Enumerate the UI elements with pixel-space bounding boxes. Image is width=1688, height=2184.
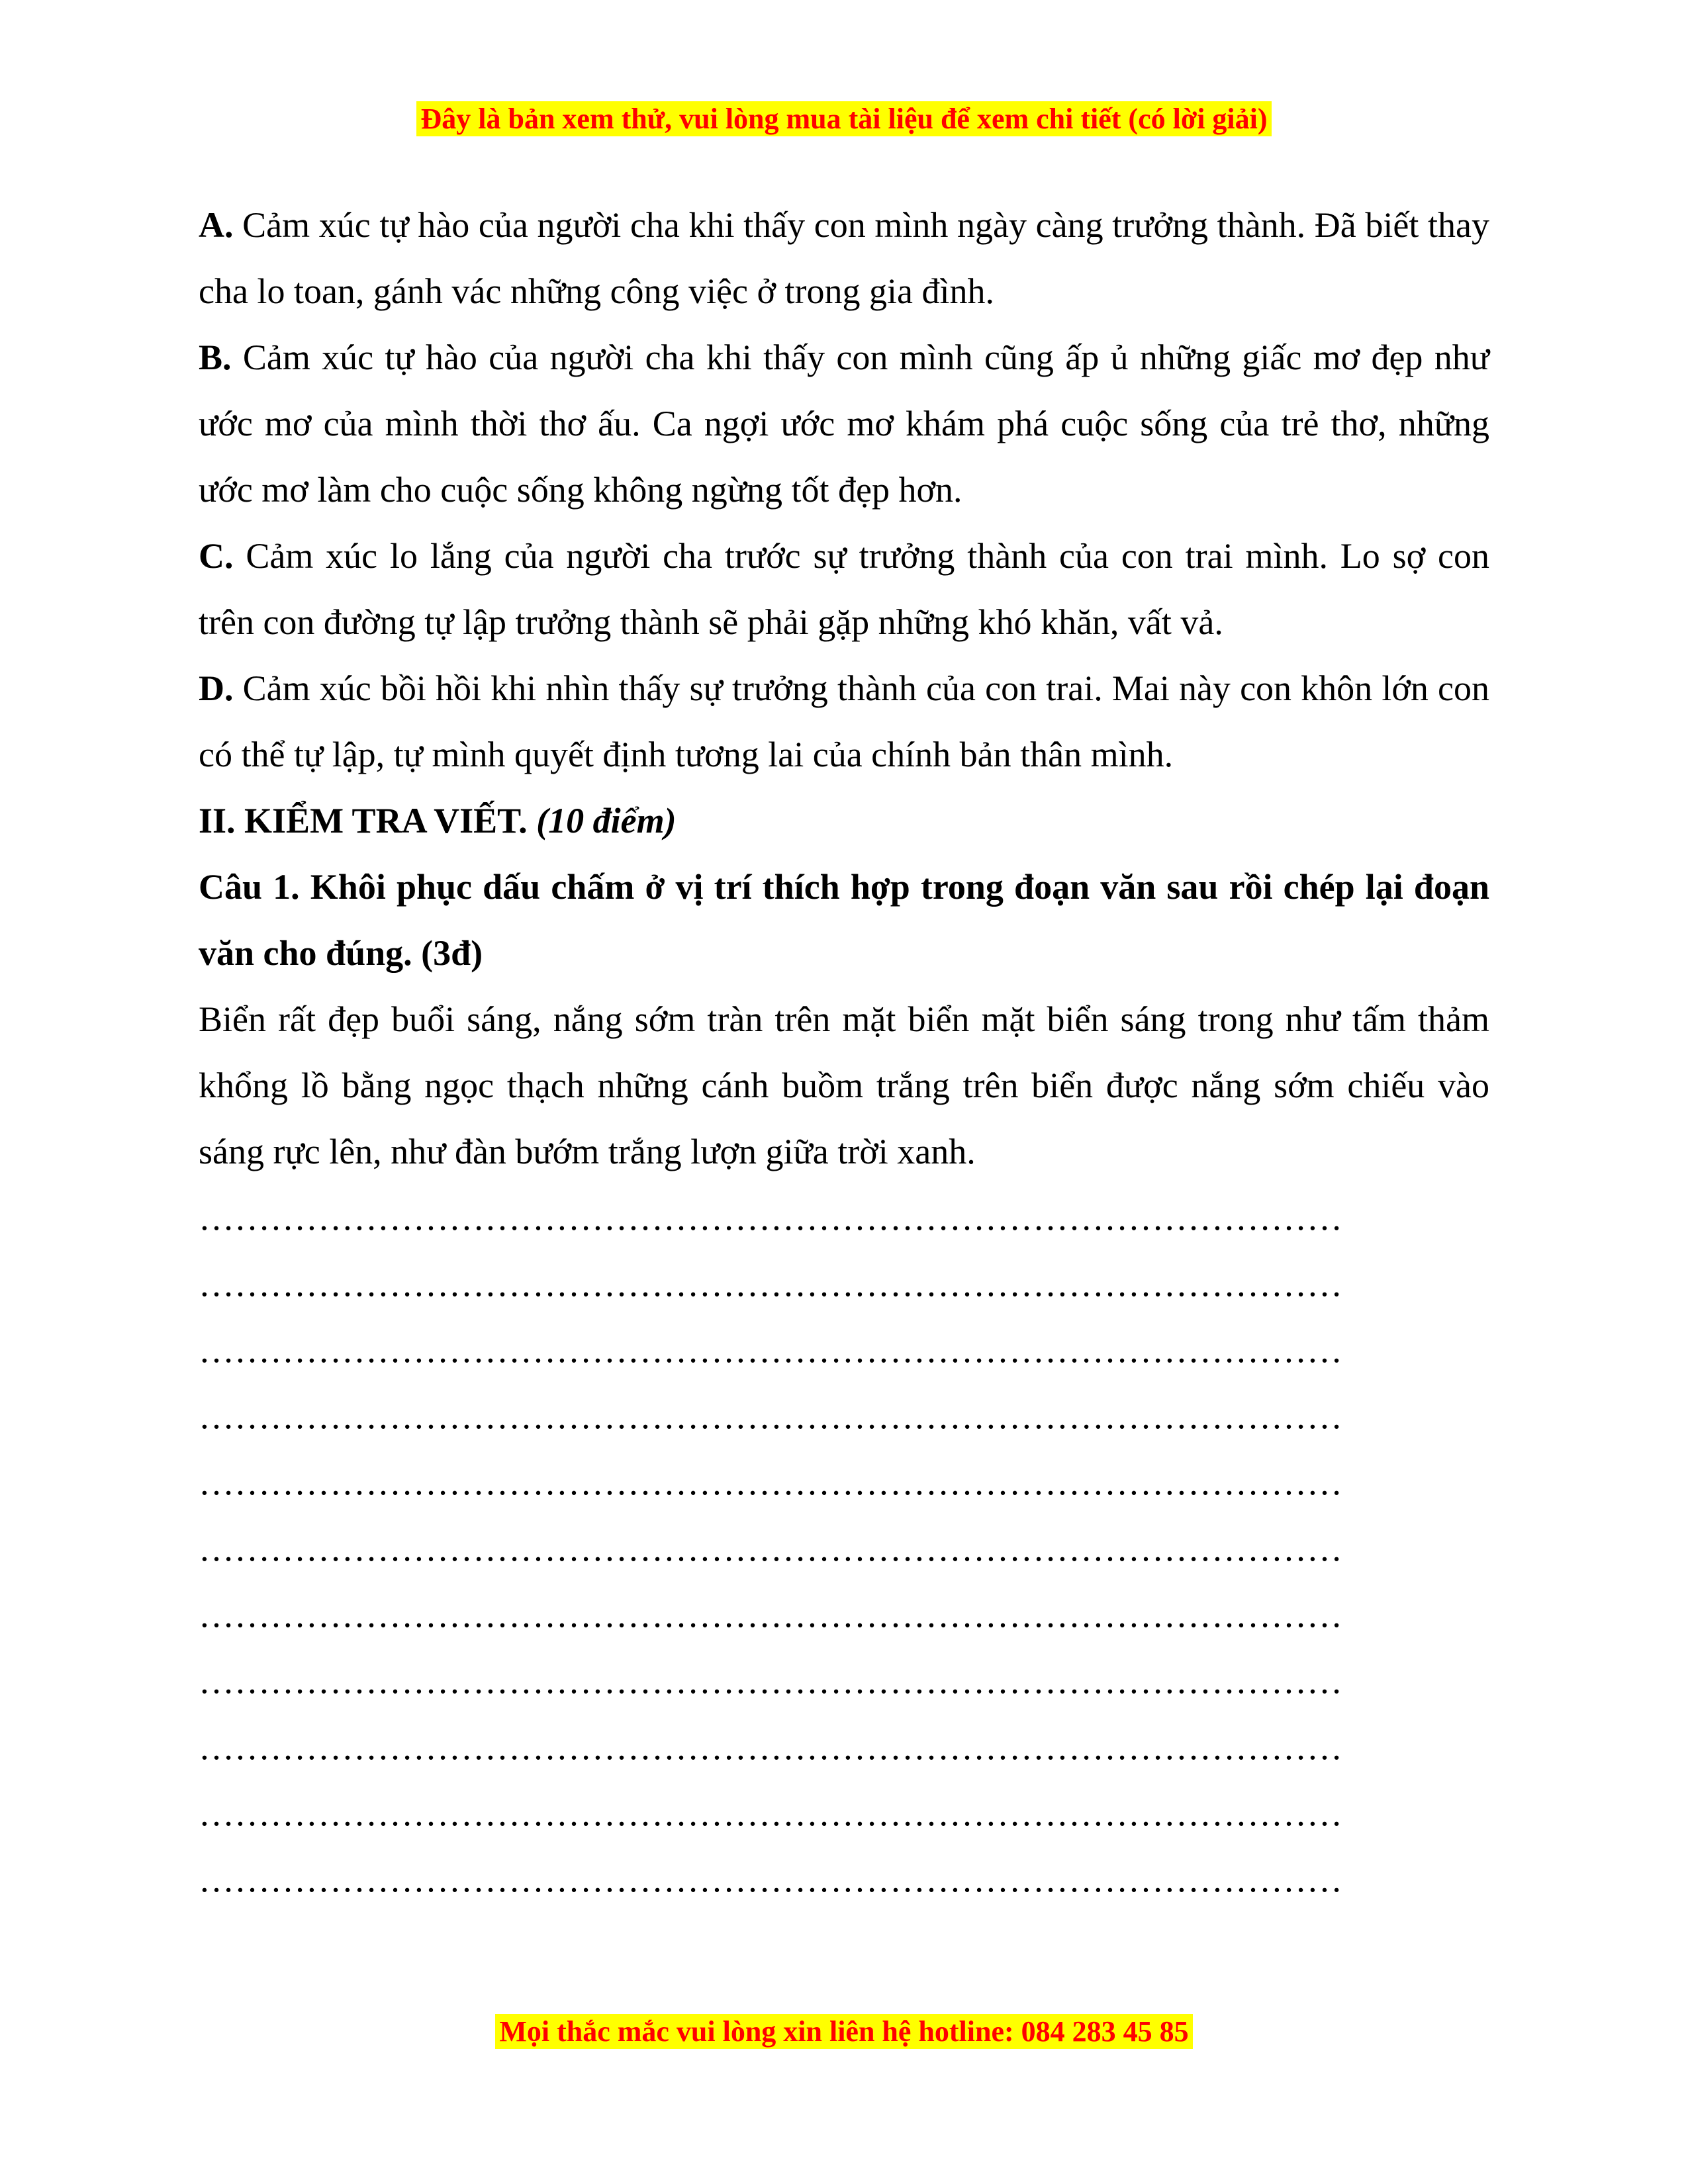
answer-line[interactable]: …………………………………………………………………………………… [199,1330,1342,1370]
preview-notice-text: Đây là bản xem thử, vui lòng mua tài liệu để xem chi tiết (có lời giải) [416,101,1271,136]
option-b [199,324,1489,523]
option-key: D. [199,668,234,708]
option-a [199,192,1489,324]
answer-line[interactable]: …………………………………………………………………………………… [199,1463,1342,1502]
document-body [199,192,1489,1913]
option-c [199,523,1489,655]
option-text: Cảm xúc lo lắng của người cha trước sự trưởng thành của con trai mình. Lo sợ con trên con đường tự lập trưởng thành sẽ phải gặp những khó khăn, vất vả. [199,536,1489,642]
answer-line[interactable]: …………………………………………………………………………………… [199,1794,1342,1833]
preview-notice-banner [0,99,1688,139]
answer-line[interactable]: …………………………………………………………………………………… [199,1198,1342,1238]
question-1-passage: Biển rất đẹp buổi sáng, nắng sớm tràn trên mặt biển mặt biển sáng trong như tấm thảm khổng lồ bằng ngọc thạch những cánh buồm trắng trên biển được nắng sớm chiếu vào sáng rực lên, như đàn bướm trắng lượn giữa trời xanh. [199,999,1489,1171]
answer-line[interactable]: …………………………………………………………………………………… [199,1396,1342,1436]
option-key: B. [199,338,232,377]
answer-line[interactable]: …………………………………………………………………………………… [199,1661,1342,1701]
hotline-text: Mọi thắc mắc vui lòng xin liên hệ hotline: 084 283 45 85 [495,2014,1192,2049]
hotline-banner [0,2012,1688,2052]
option-d [199,655,1489,788]
section-points: (10 điểm) [536,801,677,841]
option-text: Cảm xúc bồi hồi khi nhìn thấy sự trưởng thành của con trai. Mai này con khôn lớn con có thể tự lập, tự mình quyết định tương lai của chính bản thân mình. [199,668,1489,774]
option-text: Cảm xúc tự hào của người cha khi thấy con mình ngày càng trưởng thành. Đã biết thay cha lo toan, gánh vác những công việc ở trong gia đình. [199,205,1489,311]
answer-line[interactable]: …………………………………………………………………………………… [199,1595,1342,1635]
option-text: Cảm xúc tự hào của người cha khi thấy con mình cũng ấp ủ những giấc mơ đẹp như ước mơ của mình thời thơ ấu. Ca ngợi ước mơ khám phá cuộc sống của trẻ thơ, những ước mơ làm cho cuộc sống không ngừng tốt đẹp hơn. [199,338,1489,510]
answer-line[interactable]: …………………………………………………………………………………… [199,1727,1342,1767]
option-key: C. [199,536,234,576]
answer-line[interactable]: …………………………………………………………………………………… [199,1264,1342,1304]
question-1: Câu 1. Khôi phục dấu chấm ở vị trí thích hợp trong đoạn văn sau rồi chép lại đoạn văn cho đúng. (3đ) [199,867,1489,973]
answer-line[interactable]: …………………………………………………………………………………… [199,1860,1342,1899]
section-heading [199,788,1489,854]
answer-lines [199,1185,1489,1913]
answer-line[interactable]: …………………………………………………………………………………… [199,1529,1342,1569]
section-title: II. KIỂM TRA VIẾT. [199,801,528,841]
option-key: A. [199,205,234,245]
